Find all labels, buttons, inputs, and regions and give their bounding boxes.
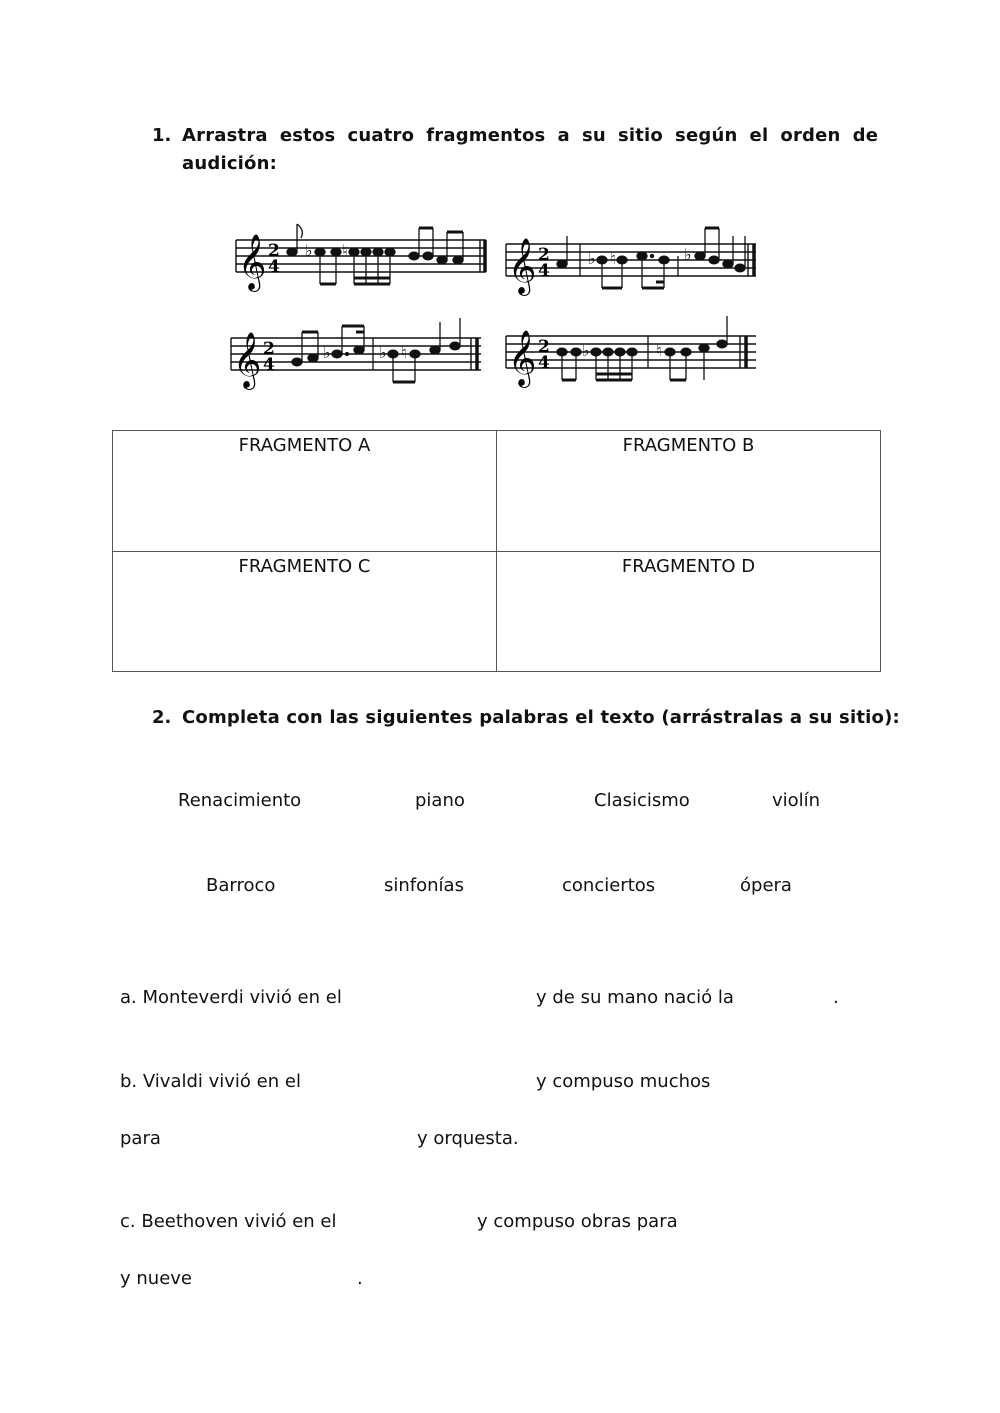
fragment-d-dropzone[interactable]: [497, 551, 881, 672]
svg-text:♭: ♭: [379, 343, 387, 362]
svg-text:2: 2: [538, 337, 550, 357]
word-sinfonias[interactable]: sinfonías: [384, 875, 464, 896]
music-fragment-2[interactable]: [500, 216, 762, 298]
q1-word: su: [581, 125, 606, 146]
fragment-a-label: FRAGMENTO A: [238, 435, 371, 456]
svg-text:♮: ♮: [610, 249, 616, 268]
svg-text:4: 4: [263, 355, 275, 375]
svg-text:𝄞: 𝄞: [233, 332, 262, 388]
q1-word: fragmentos: [426, 125, 546, 146]
music-fragment-1[interactable]: [230, 212, 492, 294]
q1-word: Arrastra: [182, 125, 268, 146]
fragment-d-label: FRAGMENTO D: [621, 555, 756, 577]
q1-word: estos: [279, 125, 336, 146]
word-clasicismo[interactable]: Clasicismo: [594, 790, 690, 811]
fragments-table: [112, 430, 881, 672]
word-piano[interactable]: piano: [415, 790, 465, 811]
q1-word: a: [557, 125, 570, 146]
sentence-c-blank-1[interactable]: [345, 1209, 465, 1235]
sentence-b-blank-1[interactable]: [312, 1069, 522, 1095]
svg-text:♮: ♮: [656, 341, 662, 360]
svg-text:𝄞: 𝄞: [238, 234, 267, 290]
sentence-a-part2: y de su mano nació la: [536, 987, 734, 1008]
fragment-c-label: FRAGMENTO C: [238, 555, 371, 577]
sentence-c-blank-3[interactable]: [198, 1266, 353, 1292]
question-2-text: Completa con las siguientes palabras el texto (arrástralas a su sitio):: [182, 707, 900, 728]
svg-text:𝄞: 𝄞: [508, 330, 537, 386]
svg-text:♭: ♭: [588, 249, 596, 268]
svg-text:♭: ♭: [684, 245, 692, 264]
question-1-number: 1.: [152, 125, 172, 146]
svg-text:♭: ♭: [582, 341, 590, 360]
q1-word: cuatro: [347, 125, 415, 146]
word-conciertos[interactable]: conciertos: [562, 875, 656, 896]
sentence-a-part1: a. Monteverdi vivió en el: [120, 987, 342, 1008]
svg-text:𝄞: 𝄞: [508, 238, 537, 294]
svg-text:♭: ♭: [323, 343, 331, 362]
sentence-c-part1: c. Beethoven vivió en el: [120, 1211, 337, 1232]
svg-text:4: 4: [538, 353, 550, 373]
sentence-b-part1: b. Vivaldi vivió en el: [120, 1071, 301, 1092]
q1-word: orden: [780, 125, 841, 146]
sentence-a-end: .: [833, 987, 839, 1008]
svg-text:2: 2: [263, 339, 275, 359]
sentence-b-part3: para: [120, 1128, 161, 1149]
q1-word: el: [749, 125, 769, 146]
svg-text:♭: ♭: [305, 241, 313, 260]
svg-text:2: 2: [268, 241, 280, 261]
sentence-c-part3: y nueve: [120, 1268, 192, 1289]
q1-word: de: [852, 125, 879, 146]
svg-text:4: 4: [538, 261, 550, 281]
svg-text:♮: ♮: [342, 241, 348, 260]
word-violin[interactable]: violín: [772, 790, 821, 811]
word-renacimiento[interactable]: Renacimiento: [178, 790, 302, 811]
sentence-c-blank-2[interactable]: [690, 1209, 860, 1235]
svg-text:2: 2: [538, 245, 550, 265]
fragment-a-dropzone[interactable]: [113, 431, 497, 552]
sentence-b-part4: y orquesta.: [417, 1128, 519, 1149]
sentence-c-part2: y compuso obras para: [477, 1211, 678, 1232]
fragment-c-dropzone[interactable]: [113, 551, 497, 672]
music-fragment-4[interactable]: [500, 308, 762, 390]
fragment-b-dropzone[interactable]: [497, 431, 881, 552]
word-barroco[interactable]: Barroco: [206, 875, 276, 896]
word-opera[interactable]: ópera: [740, 875, 792, 896]
fragment-b-label: FRAGMENTO B: [622, 435, 755, 456]
svg-text:4: 4: [268, 257, 280, 277]
q1-word: según: [675, 125, 738, 146]
sentence-a-blank-2[interactable]: [740, 985, 830, 1011]
sentence-b-blank-3[interactable]: [170, 1126, 405, 1152]
sentence-b-part2: y compuso muchos: [536, 1071, 711, 1092]
q1-word: sitio: [617, 125, 663, 146]
svg-text:♮: ♮: [401, 343, 407, 362]
sentence-a-blank-1[interactable]: [355, 985, 525, 1011]
question-2-number: 2.: [152, 707, 172, 728]
music-fragment-3[interactable]: [225, 310, 487, 392]
sentence-b-blank-2[interactable]: [715, 1069, 865, 1095]
sentence-c-end: .: [357, 1268, 363, 1289]
question-1-text-continued: audición:: [182, 153, 278, 174]
question-1-text: [182, 125, 878, 146]
